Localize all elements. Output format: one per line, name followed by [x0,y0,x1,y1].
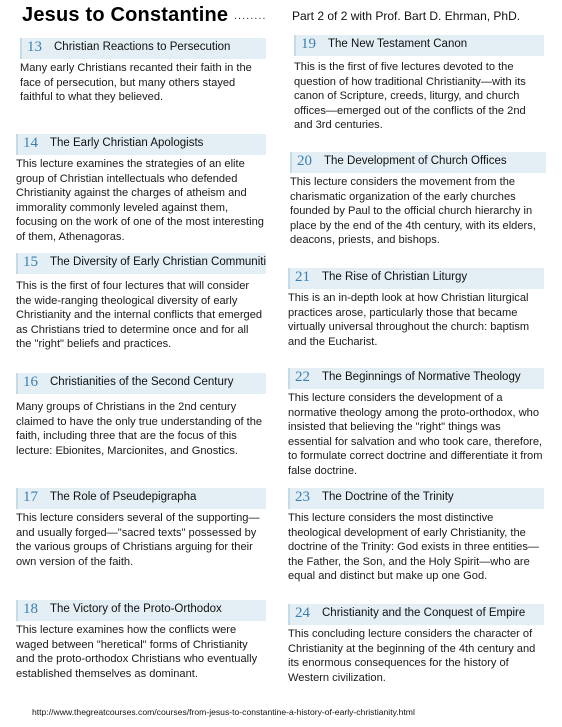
lecture-title: The Early Christian Apologists [50,137,204,149]
lecture-number: 18 [23,601,38,617]
lecture-description: This is the first of four lectures that will consider the wide-ranging theological diversity of early Christianity and the internal conflicts that emerged as Christians tried to determine once and for all the "right" beliefs and practices. [16,280,263,351]
lecture-description: This lecture considers the movement from the charismatic organization of the early churches founded by Paul to the official church hierarchy in place by the end of the 4th century, with its elders, deacons, priests, and bishops. [290,176,536,247]
lecture-number: 16 [23,374,38,390]
title-dots: ........ [234,10,267,22]
lecture-title: The Rise of Christian Liturgy [322,271,468,283]
lecture-description: This is an in-depth look at how Christian liturgical practices arose, particularly those that became virtually universal throughout the church: baptism and the Eucharist. [288,292,530,348]
lecture-description: Many groups of Christians in the 2nd century claimed to have the only true understanding of the faith, including three that are the focus of this lecture: Ebionites, Marcionites, and Gnostics. [16,401,263,457]
lecture-description: This lecture considers the most distinctive theological development of early Christianity, the doctrine of the Trinity: God exists in three entities—the Father, the Son, and the Holy Spirit—who are equal and distinct but make up one God. [288,512,539,583]
lecture-description: Many early Christians recanted their faith in the face of persecution, but many others stayed faithful to what they believed. [20,62,252,104]
page-subtitle: Part 2 of 2 with Prof. Bart D. Ehrman, PhD. [292,9,521,23]
lecture-number: 17 [23,489,38,505]
lecture-description: This is the first of five lectures devoted to the question of how traditional Christianity—with its canon of Scripture, creeds, liturgy, and church offices—emerged out of the conflicts of the 2nd and 3rd centuries. [294,61,526,132]
lecture-15 [16,253,266,352]
lecture-title: Christian Reactions to Persecution [54,41,231,53]
lecture-title: The Diversity of Early Christian Communiti [50,256,266,268]
lecture-title: The Development of Church Offices [324,155,507,167]
lecture-title: The New Testament Canon [328,38,468,50]
lecture-number: 19 [301,36,316,52]
lecture-18 [16,600,266,681]
lecture-description: This lecture considers the development of a normative theology among the proto-orthodox, who insisted that believing the "right" things was essential for salvation and who took care, therefore, to formulate correct doctrine and differentiate it from false doctrine. [288,392,543,477]
lecture-title: The Beginnings of Normative Theology [322,371,521,383]
lecture-number: 20 [297,153,312,169]
lecture-header [16,488,266,509]
lecture-23 [288,488,544,584]
lecture-24 [288,604,544,685]
lecture-number: 21 [295,269,310,285]
lecture-22 [288,368,544,479]
lecture-16 [16,373,266,458]
lecture-header [288,268,544,289]
lecture-21 [288,268,544,349]
lecture-description: This lecture examines the strategies of an elite group of Christian intellectuals who defended Christianity against the charges of atheism and immorality commonly leveled against them, focusing on the work of one of the most interesting of them, Athenagoras. [16,158,264,243]
lecture-header [288,368,544,389]
lecture-17 [16,488,266,569]
lecture-number: 24 [295,605,310,621]
lecture-header [20,38,266,59]
lecture-number: 15 [23,254,38,270]
lecture-title: The Victory of the Proto-Orthodox [50,603,222,615]
lecture-title: The Doctrine of the Trinity [322,491,454,503]
lecture-header [288,604,544,625]
lecture-description: This lecture considers several of the supporting—and usually forged—"sacred texts" possessed by the various groups of Christians arguing for their own version of the faith. [16,512,260,568]
lecture-number: 22 [295,369,310,385]
lecture-header [16,600,266,621]
lecture-14 [16,134,266,245]
lecture-header [16,134,266,155]
lecture-header [294,35,544,56]
lecture-19 [294,35,544,133]
lecture-header [16,253,266,274]
lecture-13 [20,38,266,105]
lecture-number: 14 [23,135,38,151]
source-url: http://www.thegreatcourses.com/courses/from-jesus-to-constantine-a-history-of-early-christianity.html [32,707,415,717]
lecture-description: This concluding lecture considers the character of Christianity at the beginning of the 4th century and its enormous consequences for the history of Western civilization. [288,628,536,684]
lecture-header [16,373,266,394]
lecture-header [288,488,544,509]
lecture-number: 23 [295,489,310,505]
lecture-title: Christianity and the Conquest of Empire [322,607,526,619]
page-title: Jesus to Constantine [22,4,229,26]
lecture-title: Christianities of the Second Century [50,376,234,388]
lecture-description: This lecture examines how the conflicts were waged between "heretical" forms of Christianity and the proto-orthodox Christians who eventually established themselves as dominant. [16,624,258,680]
lecture-header [290,152,546,173]
lecture-title: The Role of Pseudepigrapha [50,491,197,503]
lecture-number: 13 [27,39,42,55]
lecture-20 [290,152,546,248]
